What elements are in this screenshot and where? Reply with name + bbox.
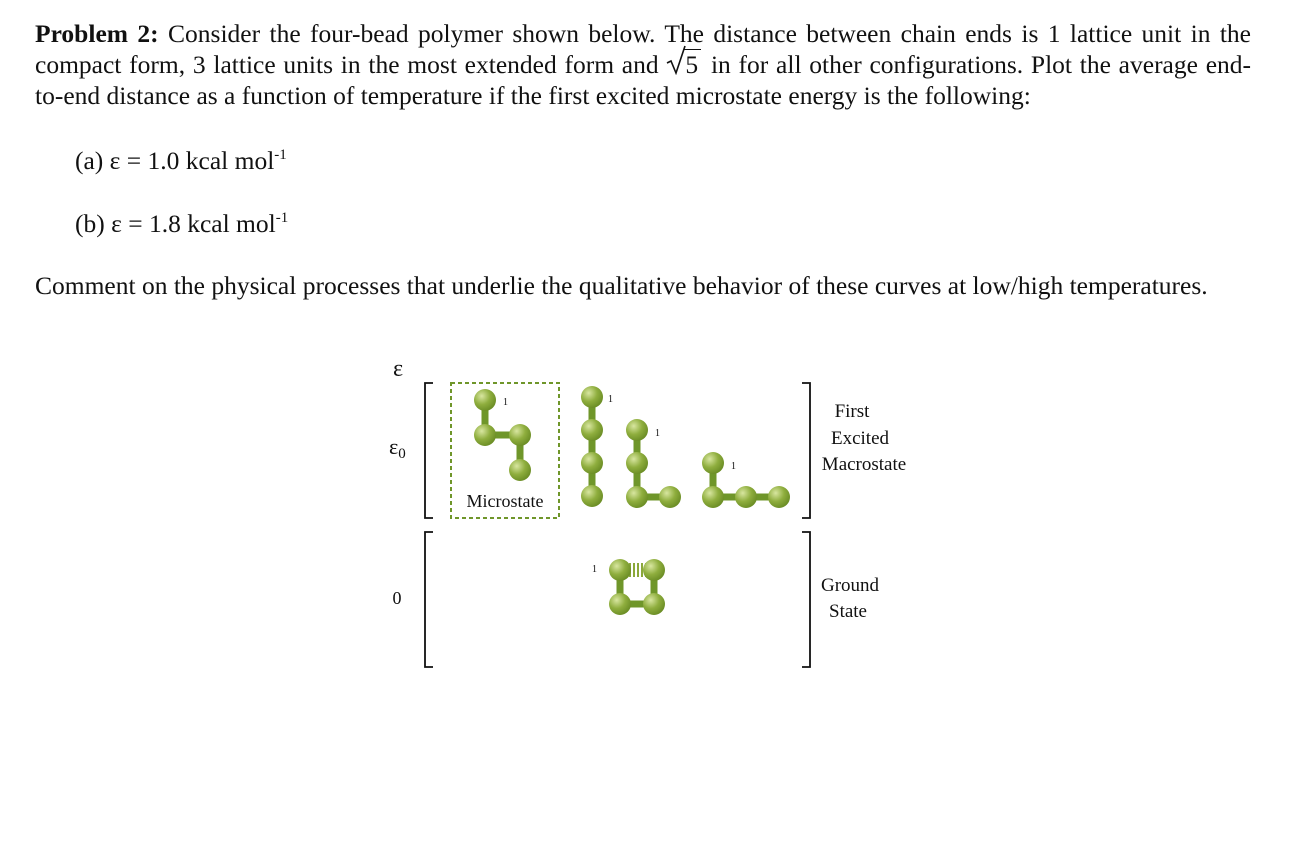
bead-index-label: 1 bbox=[655, 428, 660, 439]
problem-heading: Problem 2: bbox=[35, 19, 159, 48]
bead bbox=[581, 485, 603, 507]
bead-index-label: 1 bbox=[731, 461, 736, 472]
polymer-config-2 bbox=[581, 386, 613, 507]
bead-index-label: 1 bbox=[503, 397, 508, 408]
bead bbox=[626, 486, 648, 508]
bead bbox=[581, 419, 603, 441]
excited-left-bracket bbox=[425, 383, 433, 518]
polymer-ground-config bbox=[592, 559, 665, 615]
problem-text-part-1: Consider the four-bead polymer shown below. The distance between chain ends is 1 lattice unit in the compact form, 3 lattice units in the most extended form and bbox=[35, 19, 1251, 79]
bead bbox=[609, 593, 631, 615]
excited-label-line-2: Excited bbox=[830, 428, 890, 449]
polymer-config-3 bbox=[626, 419, 681, 508]
excited-macrostate-label bbox=[822, 401, 906, 475]
comment-paragraph: Comment on the physical processes that underlie the qualitative behavior of these curves at low/high temperatures. bbox=[35, 271, 1208, 300]
ground-right-bracket bbox=[802, 532, 810, 667]
bead-index-label: 1 bbox=[608, 394, 613, 405]
energy-axis-symbol: ε bbox=[392, 356, 404, 382]
bead-index-label: 1 bbox=[592, 564, 597, 575]
polymer-config-1 bbox=[474, 389, 531, 481]
case-b-label: (b) ε = 1.8 kcal mol bbox=[75, 209, 276, 238]
bead bbox=[509, 459, 531, 481]
bead bbox=[643, 593, 665, 615]
bead bbox=[509, 424, 531, 446]
excited-label-line-1: First bbox=[834, 401, 870, 422]
bead bbox=[474, 424, 496, 446]
bead bbox=[643, 559, 665, 581]
polymer-config-4 bbox=[702, 452, 790, 508]
ground-left-bracket bbox=[425, 532, 433, 667]
microstate-label: Microstate bbox=[466, 491, 544, 511]
bead bbox=[735, 486, 757, 508]
bead bbox=[581, 452, 603, 474]
bead bbox=[626, 419, 648, 441]
bead bbox=[609, 559, 631, 581]
case-b-exponent: -1 bbox=[275, 210, 289, 226]
excited-right-bracket bbox=[802, 383, 810, 518]
bead bbox=[702, 452, 724, 474]
ground-label-line-1: Ground bbox=[820, 575, 880, 596]
excited-level-label: ε0 bbox=[389, 434, 406, 462]
sqrt-value: 5 bbox=[684, 49, 701, 79]
bead bbox=[659, 486, 681, 508]
case-a-label: (a) ε = 1.0 kcal mol bbox=[75, 146, 275, 175]
bead bbox=[581, 386, 603, 408]
bead bbox=[702, 486, 724, 508]
problem-text-part-2: in for all other configurations. Plot the average end-to-end distance as a function of temperature if the first excited microstate energy is the following: bbox=[35, 50, 1252, 110]
ground-level-label: 0 bbox=[392, 588, 402, 608]
case-a-exponent: -1 bbox=[274, 147, 287, 163]
bead bbox=[626, 452, 648, 474]
bead bbox=[474, 389, 496, 411]
excited-label-line-3: Macrostate bbox=[821, 454, 907, 475]
ground-label-line-2: State bbox=[829, 601, 867, 622]
bead bbox=[768, 486, 790, 508]
ground-state-label bbox=[821, 575, 880, 622]
